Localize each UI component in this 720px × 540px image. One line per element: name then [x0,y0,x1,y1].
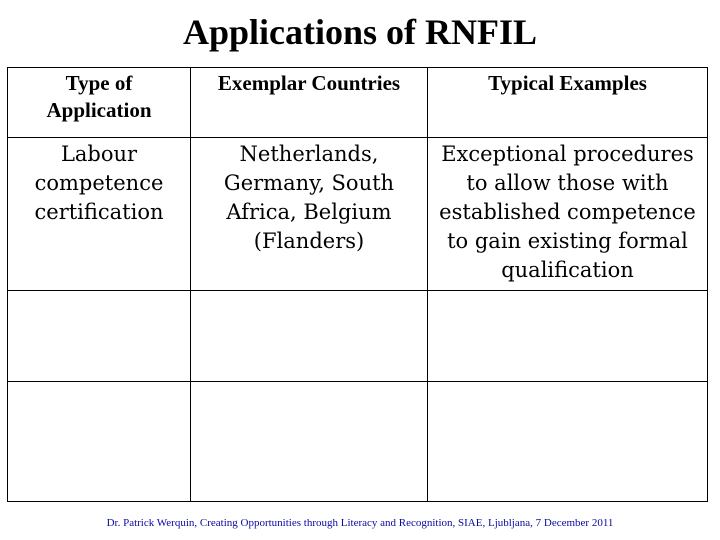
table-header-row [8,68,708,138]
empty-cell [8,382,191,502]
footer-citation: Dr. Patrick Werquin, Creating Opportunities through Literacy and Recognition, SIAE, Ljubljana, 7 December 2011 [106,517,614,529]
table-row [8,138,708,291]
applications-table [7,67,708,502]
header-exemplar-countries: Exemplar Countries [191,68,428,138]
header-type-of-application: Type of Application [8,68,191,138]
cell-typical-examples: Exceptional procedures to allow those with established competence to gain existing formal qualification [428,138,708,291]
header-typical-examples: Typical Examples [428,68,708,138]
empty-cell [191,291,428,382]
table-row-empty [8,382,708,502]
empty-cell [428,382,708,502]
empty-cell [428,291,708,382]
table-row-empty [8,291,708,382]
cell-type-of-application: Labour competence certification [8,138,191,291]
empty-cell [8,291,191,382]
slide-title: Applications of RNFIL [182,12,538,52]
cell-exemplar-countries: Netherlands, Germany, South Africa, Belgium (Flanders) [191,138,428,291]
empty-cell [191,382,428,502]
